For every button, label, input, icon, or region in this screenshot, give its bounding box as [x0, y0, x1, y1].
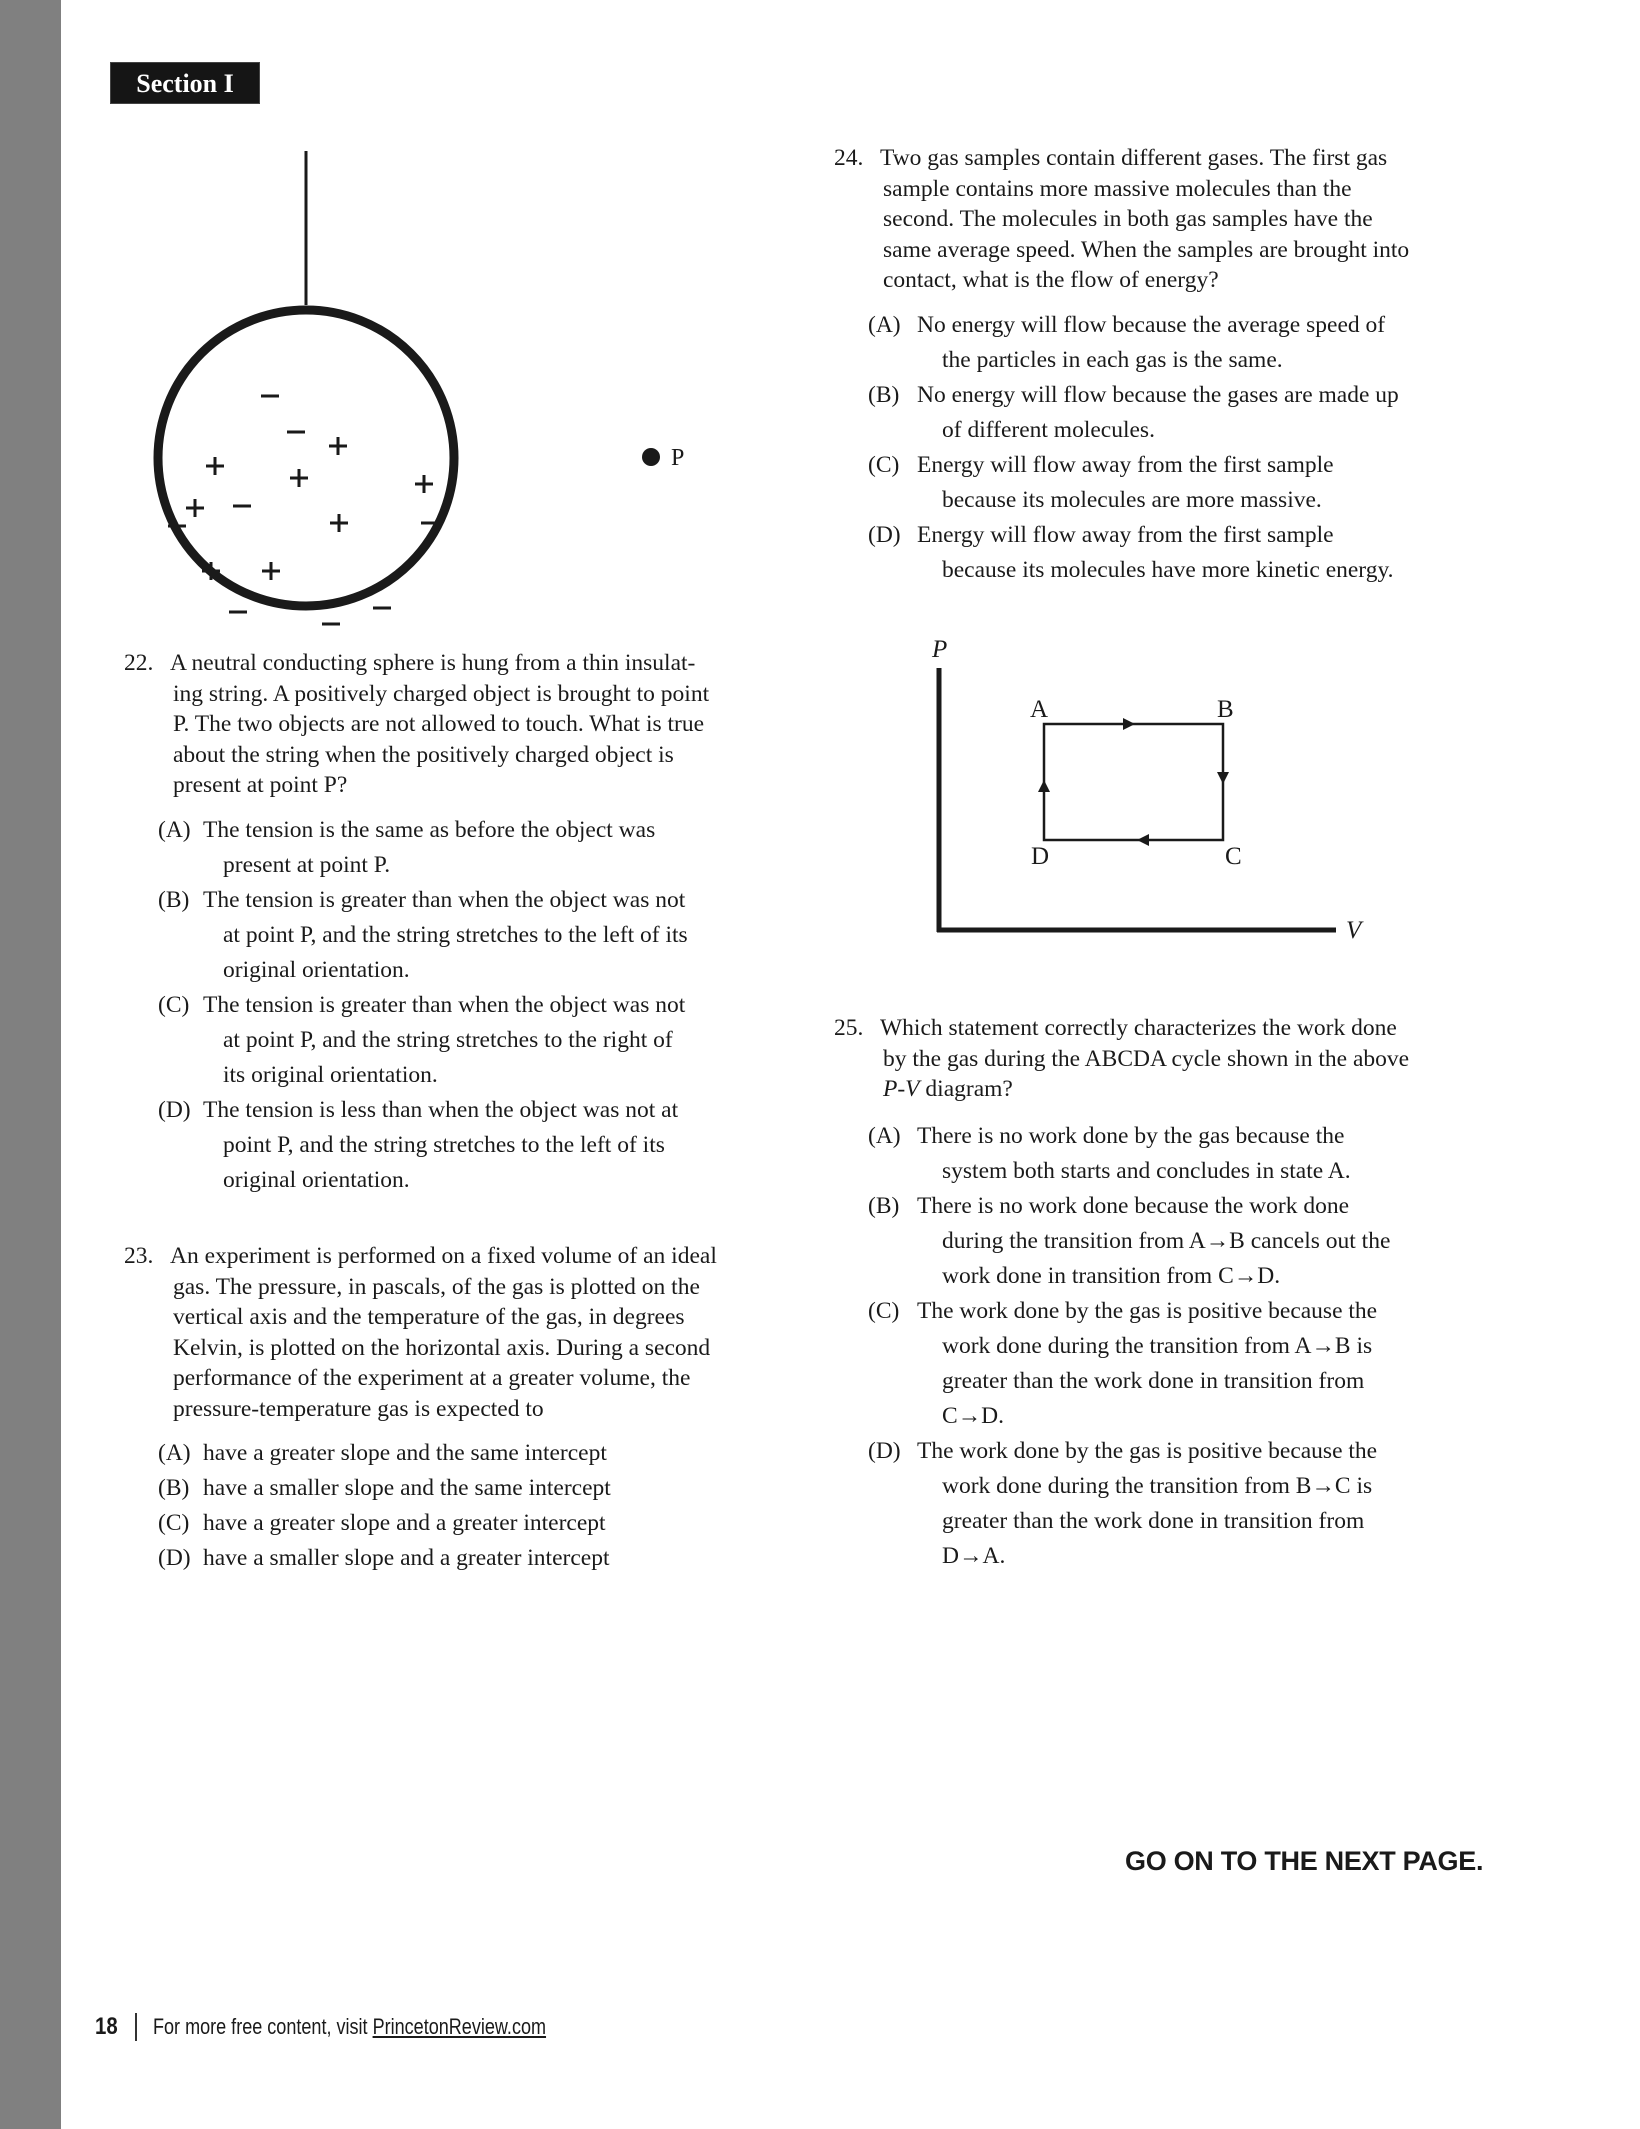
answer-choice-d[interactable] [158, 1541, 764, 1576]
answer-line: have a greater slope and a greater intercept [203, 1510, 606, 1536]
answer-line: Energy will flow away from the first sample [917, 521, 1334, 548]
answer-choice-d[interactable] [868, 518, 1474, 588]
stem-line: present at point P? [173, 772, 348, 798]
answer-line: have a smaller slope and the same intercept [203, 1475, 611, 1501]
answer-letter: (D) [868, 1437, 901, 1464]
arrow-a-to-b [1123, 718, 1135, 730]
answer-line: The tension is greater than when the object was not [203, 991, 686, 1018]
stem-line: pressure-temperature gas is expected to [173, 1395, 544, 1422]
positive-charge [206, 457, 224, 475]
answer-line: No energy will flow because the average speed of [917, 311, 1386, 338]
answer-line: present at point P. [223, 851, 391, 878]
answer-choices [124, 813, 764, 1198]
stem-line: Which statement correctly characterizes the work done [880, 1015, 1397, 1041]
answer-choice-c[interactable] [158, 988, 764, 1093]
answer-line: have a greater slope and the same intercept [203, 1440, 607, 1466]
pv-term: P-V [883, 1076, 920, 1102]
arrow-d-to-a [1038, 780, 1050, 792]
answer-line: D→A. [942, 1542, 1006, 1569]
positive-charge [415, 475, 433, 493]
princeton-review-link[interactable]: PrincetonReview.com [372, 2014, 547, 2039]
answer-letter: (C) [868, 451, 900, 478]
pv-state-c: C [1225, 843, 1242, 870]
question-stem [834, 1013, 1474, 1105]
question-22 [124, 648, 764, 1198]
pv-state-d: D [1031, 843, 1050, 870]
stem-line: Two gas samples contain different gases. The first gas [880, 145, 1388, 171]
answer-line: at point P, and the string stretches to the left of its [223, 921, 688, 948]
stem-line: A neutral conducting sphere is hung from a thin insulat- [170, 650, 696, 676]
stem-line: Kelvin, is plotted on the horizontal axis. During a second [173, 1334, 711, 1361]
answer-letter: (C) [868, 1297, 900, 1324]
answer-line: The tension is the same as before the object was [203, 816, 656, 843]
pv-cycle-path [1044, 724, 1223, 840]
answer-line: because its molecules are more massive. [942, 486, 1322, 513]
question-25 [834, 1013, 1474, 1574]
question-stem [834, 143, 1474, 296]
stem-line: second. The molecules in both gas samples have the [883, 206, 1373, 232]
answer-line: its original orientation. [223, 1061, 438, 1088]
stem-line: P. The two objects are not allowed to touch. What is true [173, 711, 705, 737]
answer-letter: (A) [868, 311, 901, 338]
answer-choice-a[interactable] [868, 1119, 1474, 1189]
stem-line [880, 1074, 1474, 1105]
footer-prefix: For more free content, visit [153, 2014, 373, 2039]
question-number: 22. [124, 650, 154, 676]
answer-line: of different molecules. [942, 416, 1155, 443]
answer-line: the particles in each gas is the same. [942, 346, 1283, 373]
stem-line: gas. The pressure, in pascals, of the gas is plotted on the [173, 1273, 700, 1300]
footer-text [153, 2014, 546, 2040]
answer-line: The work done by the gas is positive because the [917, 1297, 1378, 1324]
answer-choice-a[interactable] [158, 1436, 764, 1471]
answer-line: The tension is greater than when the object was not [203, 886, 686, 913]
answer-letter: (C) [158, 991, 190, 1018]
answer-choice-b[interactable] [868, 1189, 1474, 1294]
answer-line: No energy will flow because the gases are made up [917, 381, 1399, 408]
answer-line: Energy will flow away from the first sample [917, 451, 1334, 478]
answer-line: work done during the transition from A→B is [942, 1332, 1373, 1359]
stem-line: ing string. A positively charged object is brought to point [173, 680, 710, 707]
stem-line-rest: diagram? [919, 1076, 1013, 1102]
answer-choice-d[interactable] [158, 1093, 764, 1198]
answer-choice-d[interactable] [868, 1434, 1474, 1574]
answer-line: system both starts and concludes in state A. [942, 1157, 1351, 1184]
answer-letter: (D) [158, 1096, 191, 1123]
continue-notice: GO ON TO THE NEXT PAGE. [1125, 1846, 1484, 1876]
stem-line: sample contains more massive molecules than the [883, 175, 1352, 202]
pv-axis-label-p: P [932, 636, 948, 663]
positive-charge [290, 469, 308, 487]
positive-charge [186, 499, 204, 517]
answer-choice-b[interactable] [868, 378, 1474, 448]
question-23 [124, 1241, 764, 1576]
pv-diagram [931, 636, 1364, 944]
arrow-b-to-c [1217, 772, 1229, 784]
answer-choice-a[interactable] [158, 813, 764, 883]
answer-letter: (B) [158, 1475, 190, 1501]
section-label: Section I [110, 62, 260, 104]
answer-line: greater than the work done in transition from [942, 1507, 1365, 1534]
stem-line: vertical axis and the temperature of the gas, in degrees [173, 1304, 685, 1330]
stem-line: performance of the experiment at a greater volume, the [173, 1365, 691, 1391]
question-24 [834, 143, 1474, 588]
answer-line: point P, and the string stretches to the left of its [223, 1131, 665, 1158]
answer-choice-b[interactable] [158, 883, 764, 988]
answer-line: original orientation. [223, 956, 410, 983]
stem-line: about the string when the positively charged object is [173, 741, 674, 768]
answer-line: at point P, and the string stretches to the right of [223, 1026, 673, 1053]
sphere-figure [158, 151, 684, 624]
positive-charge [330, 514, 348, 532]
positive-charge [262, 562, 280, 580]
answer-line: The tension is less than when the object was not at [203, 1096, 679, 1123]
question-stem [124, 648, 764, 801]
answer-choice-c[interactable] [868, 1294, 1474, 1434]
answer-choices [834, 1119, 1474, 1574]
answer-line: There is no work done because the work done [917, 1192, 1349, 1219]
answer-letter: (B) [868, 381, 900, 408]
answer-line: during the transition from A→B cancels out the [942, 1227, 1391, 1254]
answer-letter: (A) [158, 816, 191, 843]
answer-choices [834, 308, 1474, 588]
answer-choice-c[interactable] [868, 448, 1474, 518]
pv-axis-label-v: V [1346, 917, 1362, 944]
question-number: 25. [834, 1015, 864, 1041]
answer-letter: (B) [868, 1192, 900, 1219]
answer-choice-a[interactable] [868, 308, 1474, 378]
question-number: 24. [834, 145, 864, 171]
answer-letter: (A) [158, 1440, 191, 1466]
conducting-sphere [158, 310, 454, 606]
answer-letter: (D) [158, 1545, 191, 1571]
answer-letter: (D) [868, 521, 901, 548]
answer-choice-c[interactable] [158, 1506, 764, 1541]
page-number: 18 [95, 2013, 118, 2040]
point-p-dot [642, 448, 660, 466]
page-footer [95, 2012, 632, 2042]
stem-line: contact, what is the flow of energy? [883, 267, 1219, 293]
answer-line: greater than the work done in transition from [942, 1367, 1365, 1394]
question-number: 23. [124, 1243, 154, 1269]
footer-divider [135, 2013, 137, 2041]
question-stem [124, 1241, 764, 1424]
page-edge-bar [0, 0, 61, 2129]
answer-line: The work done by the gas is positive because the [917, 1437, 1378, 1464]
answer-line: work done during the transition from B→C is [942, 1472, 1373, 1499]
stem-line: An experiment is performed on a fixed volume of an ideal [170, 1243, 717, 1269]
answer-line: There is no work done by the gas because the [917, 1122, 1345, 1149]
pv-state-b: B [1217, 696, 1234, 723]
stem-line: same average speed. When the samples are brought into [883, 236, 1410, 263]
answer-line: work done in transition from C→D. [942, 1262, 1281, 1289]
answer-letter: (C) [158, 1510, 190, 1536]
pv-state-a: A [1030, 696, 1049, 723]
answer-line: original orientation. [223, 1166, 410, 1193]
answer-choice-b[interactable] [158, 1471, 764, 1506]
answer-letter: (B) [158, 886, 190, 913]
answer-line: have a smaller slope and a greater intercept [203, 1545, 610, 1571]
arrow-c-to-d [1137, 834, 1149, 846]
point-p-label: P [671, 445, 685, 471]
positive-charge [202, 562, 220, 580]
positive-charge [329, 437, 347, 455]
answer-choices [124, 1436, 764, 1576]
sphere-charges [168, 396, 439, 624]
answer-line: C→D. [942, 1402, 1005, 1429]
stem-line: by the gas during the ABCDA cycle shown in the above [883, 1045, 1410, 1072]
answer-line: because its molecules have more kinetic energy. [942, 556, 1394, 583]
answer-letter: (A) [868, 1122, 901, 1149]
